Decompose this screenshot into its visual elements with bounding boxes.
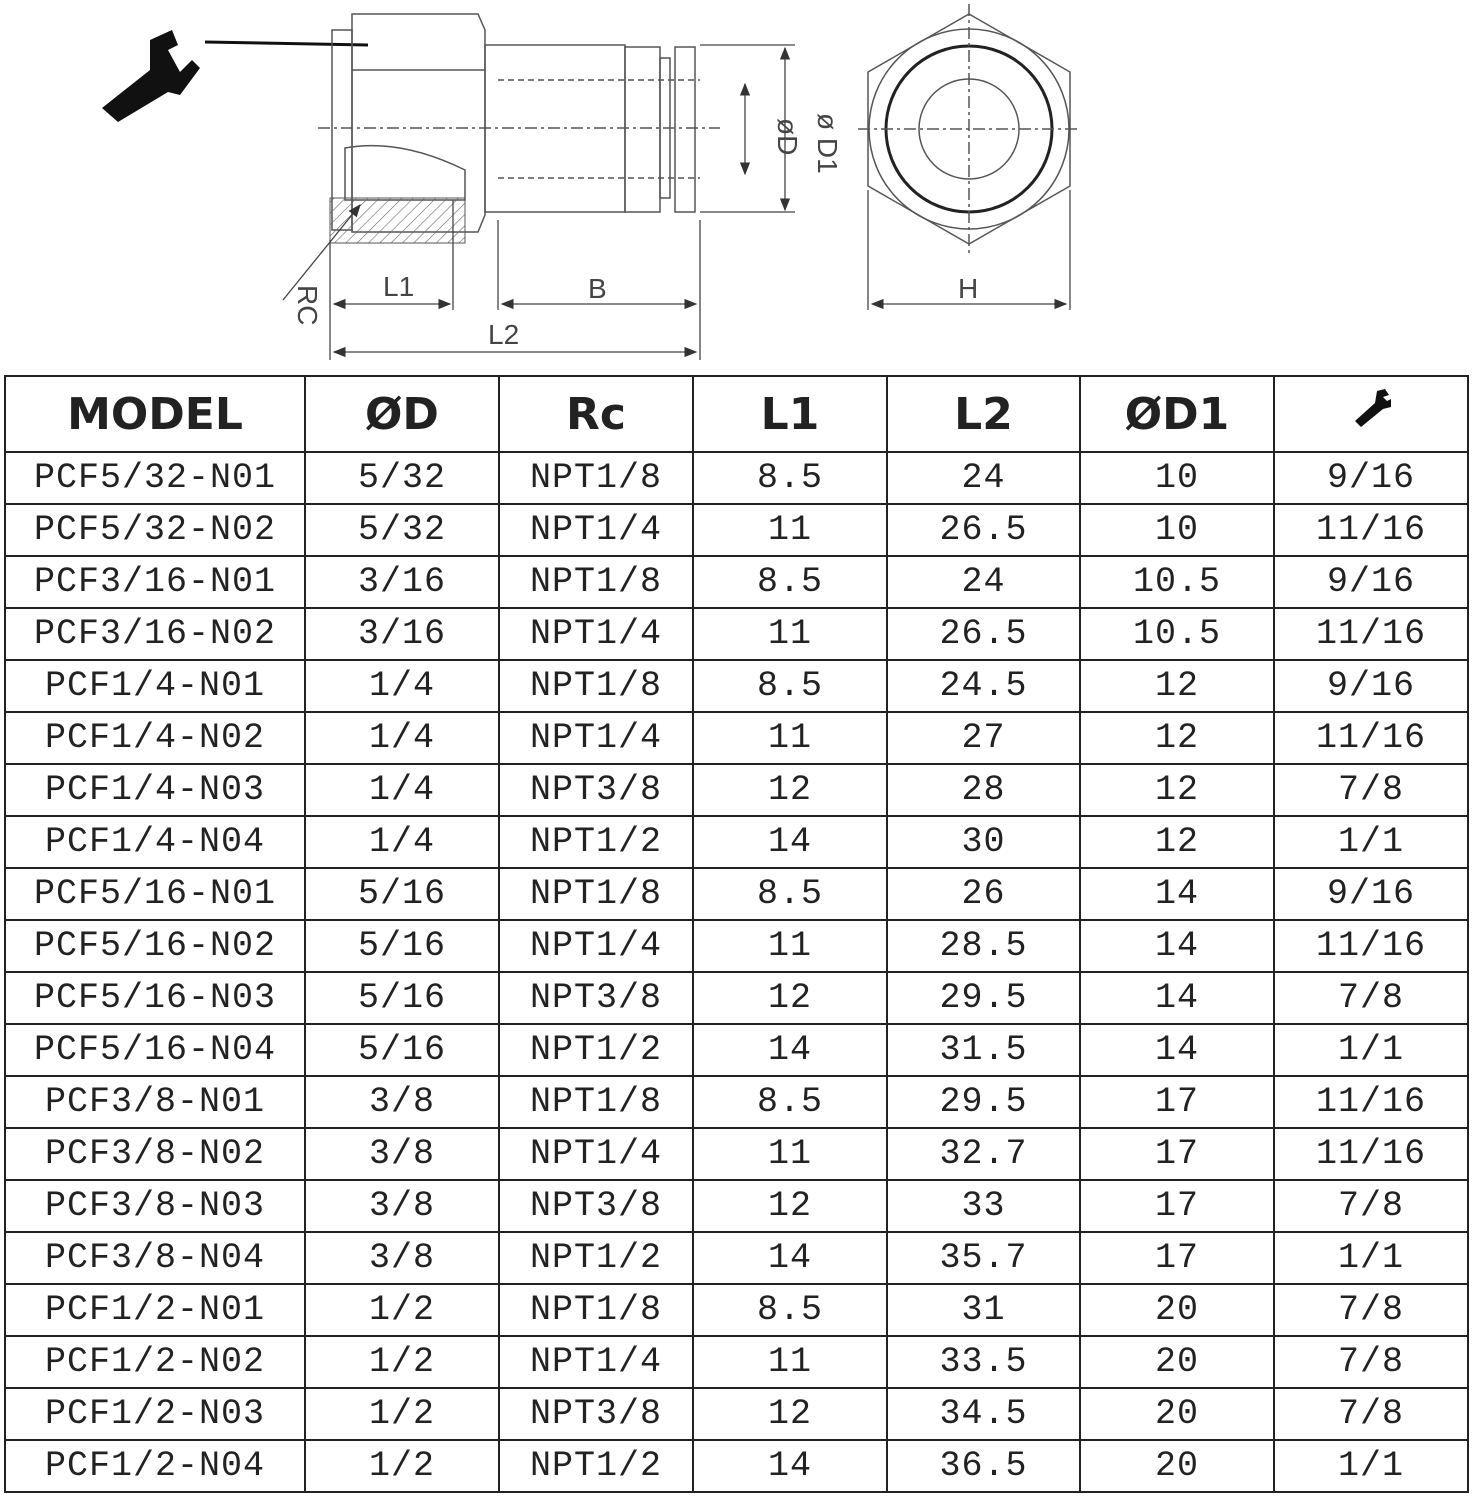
table-row (5, 556, 1468, 608)
rc-label: RC (292, 285, 323, 326)
cell-d1: 17 (1080, 1180, 1274, 1232)
cell-wrench-size: 11/16 (1274, 1128, 1468, 1180)
cell-rc: NPT3/8 (499, 972, 693, 1024)
cell-d1: 14 (1080, 920, 1274, 972)
cell-d: 1/4 (305, 712, 499, 764)
cell-model: PCF3/16-N01 (5, 556, 305, 608)
cell-d1: 17 (1080, 1128, 1274, 1180)
cell-d1: 10 (1080, 504, 1274, 556)
l1-label: L1 (383, 271, 415, 302)
cell-l2: 28.5 (887, 920, 1080, 972)
end-view (858, 4, 1080, 254)
cell-l1: 8.5 (693, 556, 887, 608)
cell-l2: 24 (887, 452, 1080, 504)
h-label: H (958, 273, 979, 304)
cell-wrench-size: 9/16 (1274, 868, 1468, 920)
cell-model: PCF3/8-N01 (5, 1076, 305, 1128)
header-d1: ØD1 (1080, 376, 1274, 452)
table-row (5, 1336, 1468, 1388)
cell-l2: 31.5 (887, 1024, 1080, 1076)
cell-l1: 14 (693, 1024, 887, 1076)
cell-model: PCF1/2-N02 (5, 1336, 305, 1388)
cell-model: PCF5/16-N04 (5, 1024, 305, 1076)
table-row (5, 764, 1468, 816)
table-row (5, 1440, 1468, 1492)
cell-model: PCF3/8-N03 (5, 1180, 305, 1232)
cell-l1: 11 (693, 1128, 887, 1180)
cell-d1: 14 (1080, 868, 1274, 920)
cell-rc: NPT1/4 (499, 608, 693, 660)
cell-d: 5/16 (305, 868, 499, 920)
header-model: MODEL (5, 376, 305, 452)
cell-wrench-size: 7/8 (1274, 1336, 1468, 1388)
cell-l1: 8.5 (693, 1076, 887, 1128)
cell-d: 1/2 (305, 1440, 499, 1492)
cell-d1: 14 (1080, 1024, 1274, 1076)
cell-model: PCF5/16-N01 (5, 868, 305, 920)
cell-l1: 12 (693, 1180, 887, 1232)
cell-rc: NPT3/8 (499, 1180, 693, 1232)
cell-model: PCF1/2-N01 (5, 1284, 305, 1336)
table-row (5, 660, 1468, 712)
cell-wrench-size: 1/1 (1274, 816, 1468, 868)
cell-l1: 11 (693, 1336, 887, 1388)
cell-l1: 12 (693, 764, 887, 816)
cell-d1: 20 (1080, 1336, 1274, 1388)
cell-rc: NPT1/4 (499, 504, 693, 556)
cell-l1: 11 (693, 504, 887, 556)
wrench-icon (102, 30, 200, 122)
cell-d1: 12 (1080, 712, 1274, 764)
cell-rc: NPT1/8 (499, 452, 693, 504)
table-row (5, 452, 1468, 504)
cell-l2: 33.5 (887, 1336, 1080, 1388)
cell-d: 5/16 (305, 1024, 499, 1076)
cell-l2: 33 (887, 1180, 1080, 1232)
cell-d1: 20 (1080, 1440, 1274, 1492)
cell-d: 3/8 (305, 1180, 499, 1232)
cell-wrench-size: 11/16 (1274, 920, 1468, 972)
cell-d1: 20 (1080, 1388, 1274, 1440)
cell-model: PCF3/8-N04 (5, 1232, 305, 1284)
cell-d1: 12 (1080, 816, 1274, 868)
cell-rc: NPT3/8 (499, 764, 693, 816)
l2-label: L2 (488, 319, 520, 350)
cell-wrench-size: 1/1 (1274, 1232, 1468, 1284)
cell-l2: 26 (887, 868, 1080, 920)
table-row (5, 504, 1468, 556)
cell-model: PCF5/16-N03 (5, 972, 305, 1024)
cell-d1: 10.5 (1080, 608, 1274, 660)
cell-d: 1/4 (305, 816, 499, 868)
cell-l2: 36.5 (887, 1440, 1080, 1492)
cell-l2: 24 (887, 556, 1080, 608)
cell-wrench-size: 9/16 (1274, 556, 1468, 608)
table-row (5, 608, 1468, 660)
cell-rc: NPT1/2 (499, 1024, 693, 1076)
table-row (5, 816, 1468, 868)
cell-model: PCF5/32-N02 (5, 504, 305, 556)
cell-l1: 8.5 (693, 660, 887, 712)
cell-rc: NPT1/8 (499, 556, 693, 608)
cell-wrench-size: 7/8 (1274, 1388, 1468, 1440)
cell-model: PCF1/4-N04 (5, 816, 305, 868)
cell-d: 1/2 (305, 1336, 499, 1388)
fitting-technical-drawing (0, 0, 1473, 370)
cell-l1: 12 (693, 1388, 887, 1440)
cell-wrench-size: 1/1 (1274, 1440, 1468, 1492)
wrench-leader-line (205, 42, 368, 45)
cell-d1: 14 (1080, 972, 1274, 1024)
cell-wrench-size: 9/16 (1274, 452, 1468, 504)
cell-wrench-size: 9/16 (1274, 660, 1468, 712)
cell-rc: NPT1/4 (499, 712, 693, 764)
table-row (5, 1388, 1468, 1440)
cell-wrench-size: 11/16 (1274, 1076, 1468, 1128)
cell-rc: NPT1/8 (499, 868, 693, 920)
cell-wrench-size: 7/8 (1274, 764, 1468, 816)
cell-d: 3/8 (305, 1232, 499, 1284)
table-row (5, 972, 1468, 1024)
header-l1: L1 (693, 376, 887, 452)
cell-rc: NPT1/2 (499, 816, 693, 868)
wrench-icon (1349, 387, 1393, 431)
cell-d: 5/16 (305, 920, 499, 972)
cell-d: 3/8 (305, 1128, 499, 1180)
cell-d1: 12 (1080, 764, 1274, 816)
cell-l2: 32.7 (887, 1128, 1080, 1180)
cell-l2: 35.7 (887, 1232, 1080, 1284)
thread-section (330, 198, 465, 243)
cell-wrench-size: 11/16 (1274, 712, 1468, 764)
table-row (5, 1076, 1468, 1128)
table-row (5, 868, 1468, 920)
cell-wrench-size: 7/8 (1274, 972, 1468, 1024)
cell-l1: 12 (693, 972, 887, 1024)
cell-rc: NPT1/2 (499, 1440, 693, 1492)
cell-l2: 29.5 (887, 972, 1080, 1024)
cell-d: 3/16 (305, 608, 499, 660)
cell-d: 1/4 (305, 764, 499, 816)
cell-l2: 26.5 (887, 608, 1080, 660)
cell-l2: 30 (887, 816, 1080, 868)
cell-l1: 14 (693, 816, 887, 868)
cell-d1: 10.5 (1080, 556, 1274, 608)
cell-l1: 14 (693, 1440, 887, 1492)
cell-l1: 8.5 (693, 868, 887, 920)
cell-model: PCF1/4-N03 (5, 764, 305, 816)
cell-d: 5/32 (305, 452, 499, 504)
cell-rc: NPT1/4 (499, 1336, 693, 1388)
header-rc: Rc (499, 376, 693, 452)
d-label: øD (772, 118, 803, 156)
cell-model: PCF3/16-N02 (5, 608, 305, 660)
cell-d1: 12 (1080, 660, 1274, 712)
d1-label: ø D1 (812, 113, 843, 174)
cell-d1: 17 (1080, 1232, 1274, 1284)
table-row (5, 920, 1468, 972)
table-row (5, 712, 1468, 764)
cell-model: PCF1/2-N03 (5, 1388, 305, 1440)
cell-model: PCF3/8-N02 (5, 1128, 305, 1180)
cell-rc: NPT1/2 (499, 1232, 693, 1284)
table-row (5, 1180, 1468, 1232)
cell-rc: NPT1/8 (499, 1284, 693, 1336)
cell-model: PCF5/32-N01 (5, 452, 305, 504)
cell-d: 1/2 (305, 1388, 499, 1440)
cell-d: 5/16 (305, 972, 499, 1024)
cell-rc: NPT1/8 (499, 660, 693, 712)
cell-wrench-size: 11/16 (1274, 608, 1468, 660)
cell-l2: 28 (887, 764, 1080, 816)
cell-wrench-size: 7/8 (1274, 1284, 1468, 1336)
cell-l2: 27 (887, 712, 1080, 764)
header-row (5, 376, 1468, 452)
cell-l2: 31 (887, 1284, 1080, 1336)
spec-table (4, 375, 1469, 1493)
cell-l1: 8.5 (693, 1284, 887, 1336)
header-wrench (1274, 376, 1468, 452)
cell-d: 1/2 (305, 1284, 499, 1336)
cell-l1: 11 (693, 608, 887, 660)
cell-rc: NPT3/8 (499, 1388, 693, 1440)
cell-d: 1/4 (305, 660, 499, 712)
cell-d1: 17 (1080, 1076, 1274, 1128)
cell-model: PCF1/2-N04 (5, 1440, 305, 1492)
cell-model: PCF1/4-N01 (5, 660, 305, 712)
cell-model: PCF5/16-N02 (5, 920, 305, 972)
table-row (5, 1128, 1468, 1180)
cell-d1: 20 (1080, 1284, 1274, 1336)
b-label: B (588, 273, 607, 304)
cell-l1: 14 (693, 1232, 887, 1284)
table-row (5, 1232, 1468, 1284)
table-row (5, 1024, 1468, 1076)
cell-l1: 11 (693, 920, 887, 972)
cell-wrench-size: 1/1 (1274, 1024, 1468, 1076)
cell-l2: 29.5 (887, 1076, 1080, 1128)
header-l2: L2 (887, 376, 1080, 452)
cell-l2: 24.5 (887, 660, 1080, 712)
header-d: ØD (305, 376, 499, 452)
cell-rc: NPT1/8 (499, 1076, 693, 1128)
cell-l2: 34.5 (887, 1388, 1080, 1440)
cell-l1: 8.5 (693, 452, 887, 504)
cell-rc: NPT1/4 (499, 920, 693, 972)
cell-d: 3/16 (305, 556, 499, 608)
cell-d1: 10 (1080, 452, 1274, 504)
cell-wrench-size: 7/8 (1274, 1180, 1468, 1232)
cell-l1: 11 (693, 712, 887, 764)
cell-d: 3/8 (305, 1076, 499, 1128)
table-row (5, 1284, 1468, 1336)
cell-model: PCF1/4-N02 (5, 712, 305, 764)
cell-wrench-size: 11/16 (1274, 504, 1468, 556)
cell-d: 5/32 (305, 504, 499, 556)
cell-rc: NPT1/4 (499, 1128, 693, 1180)
cell-l2: 26.5 (887, 504, 1080, 556)
